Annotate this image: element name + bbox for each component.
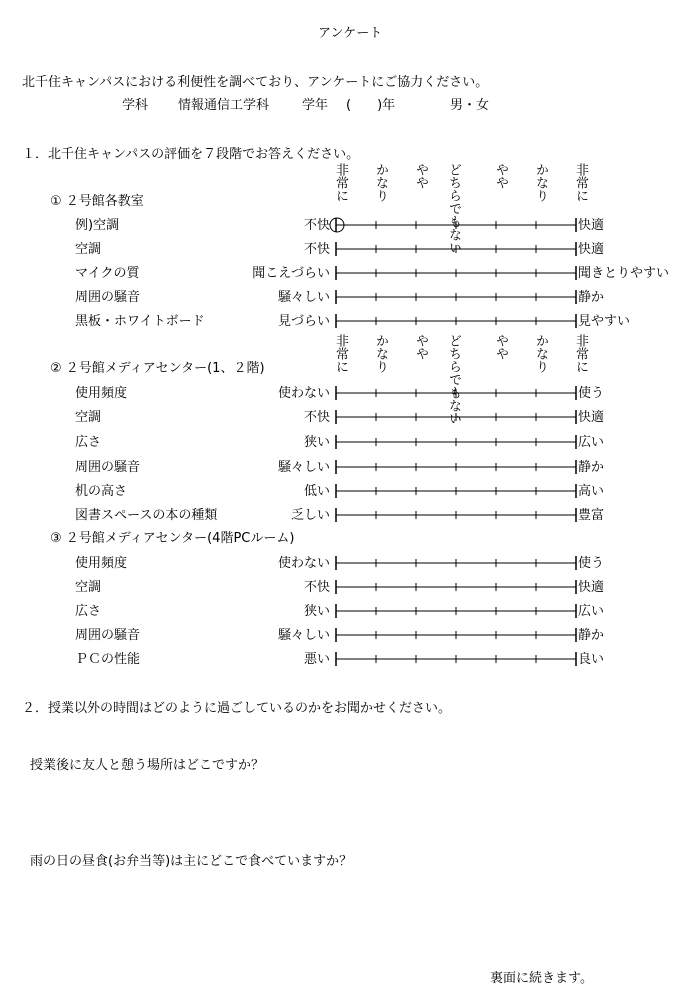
q2-answer-area-2[interactable] (30, 876, 650, 956)
item-label: マイクの質 (75, 266, 140, 281)
scale-left-anchor: 不快 (303, 218, 330, 233)
q2-question-1: 授業後に友人と憩う場所はどこですか？ (30, 758, 265, 773)
scale-left-anchor: 使わない (277, 556, 330, 571)
item-label: 周囲の騒音 (75, 460, 141, 475)
item-label: 図書スペースの本の種類 (75, 508, 218, 523)
scale-header-label: やや (413, 334, 428, 360)
rating-scale[interactable] (332, 603, 582, 619)
section-title: ① ２号館各教室 (50, 194, 144, 209)
item-label: 広さ (75, 604, 102, 619)
dept-label: 学科 (122, 98, 149, 113)
item-label: 使用頻度 (75, 386, 128, 401)
section-title: ③ ２号館メディアセンター(4階PCルーム) (50, 531, 295, 546)
scale-header-label: 非常に (573, 334, 588, 373)
year-label: 学年 (302, 98, 329, 113)
scale-header-label: かなり (533, 334, 548, 373)
scale-left-anchor: 見づらい (277, 314, 330, 329)
rating-scale[interactable] (332, 627, 582, 643)
scale-right-anchor: 快適 (578, 218, 605, 233)
rating-scale[interactable] (332, 579, 582, 595)
item-label: ＰＣの性能 (75, 652, 141, 667)
item-label: 周囲の騒音 (75, 290, 141, 305)
scale-right-anchor: 広い (578, 435, 605, 450)
scale-header-label: どちらでもない (446, 163, 461, 254)
item-label: 黒板・ホワイトボード (75, 314, 205, 329)
scale-left-anchor: 乏しい (290, 508, 330, 523)
scale-left-anchor: 使わない (277, 386, 330, 401)
rating-scale[interactable] (332, 289, 582, 305)
scale-header-label: 非常に (333, 163, 348, 202)
q1-title: １．北千住キャンパスの評価を７段階でお答えください。 (22, 147, 360, 162)
scale-right-anchor: 静か (578, 628, 605, 643)
scale-right-anchor: 快適 (578, 242, 605, 257)
rating-scale[interactable] (332, 483, 582, 499)
item-label: 空調 (75, 410, 102, 425)
scale-header-label: やや (493, 334, 508, 360)
scale-header-label: やや (413, 163, 428, 189)
scale-right-anchor: 広い (578, 604, 605, 619)
item-label: 机の高さ (75, 484, 128, 499)
q2-question-2: 雨の日の昼食(お弁当等)は主にどこで食べていますか？ (30, 854, 353, 869)
rating-scale[interactable] (332, 265, 582, 281)
rating-scale[interactable] (332, 507, 582, 523)
rating-scale[interactable] (332, 651, 582, 667)
scale-left-anchor: 騒々しい (277, 460, 330, 475)
rating-scale[interactable] (332, 434, 582, 450)
scale-left-anchor: 低い (303, 484, 330, 499)
item-label: 使用頻度 (75, 556, 128, 571)
rating-scale[interactable] (332, 385, 582, 401)
rating-scale[interactable] (332, 313, 582, 329)
scale-header-label: どちらでもない (446, 334, 461, 425)
scale-left-anchor: 不快 (303, 580, 330, 595)
scale-left-anchor: 悪い (303, 652, 330, 667)
scale-header-label: かなり (373, 334, 388, 373)
scale-header-label: やや (493, 163, 508, 189)
scale-right-anchor: 聞きとりやすい (578, 266, 670, 281)
section-title: ② ２号館メディアセンター(1、２階) (50, 361, 265, 376)
scale-header-label: 非常に (333, 334, 348, 373)
rating-scale[interactable] (332, 409, 582, 425)
scale-left-anchor: 騒々しい (277, 628, 330, 643)
scale-left-anchor: 不快 (303, 242, 330, 257)
q2-title: ２．授業以外の時間はどのように過ごしているのかをお聞かせください。 (22, 701, 452, 716)
item-label: 広さ (75, 435, 102, 450)
item-label: 空調 (75, 580, 102, 595)
item-label: 空調 (75, 242, 102, 257)
scale-right-anchor: 見やすい (578, 314, 631, 329)
item-label: 例)空調 (75, 218, 120, 233)
rating-scale[interactable] (332, 241, 582, 257)
scale-left-anchor: 狭い (303, 604, 330, 619)
scale-header-label: かなり (533, 163, 548, 202)
scale-right-anchor: 使う (578, 556, 605, 571)
rating-scale[interactable] (332, 217, 582, 233)
year-field[interactable]: ( )年 (346, 98, 396, 113)
q2-answer-area-1[interactable] (30, 780, 650, 840)
scale-header-label: かなり (373, 163, 388, 202)
item-label: 周囲の騒音 (75, 628, 141, 643)
scale-left-anchor: 聞こえづらい (252, 266, 330, 281)
scale-right-anchor: 高い (578, 484, 605, 499)
scale-left-anchor: 狭い (303, 435, 330, 450)
scale-right-anchor: 快適 (578, 580, 605, 595)
scale-left-anchor: 不快 (303, 410, 330, 425)
rating-scale[interactable] (332, 459, 582, 475)
rating-scale[interactable] (332, 555, 582, 571)
scale-right-anchor: 良い (578, 652, 605, 667)
scale-left-anchor: 騒々しい (277, 290, 330, 305)
dept-value: 情報通信工学科 (178, 98, 270, 113)
scale-right-anchor: 静か (578, 290, 605, 305)
scale-right-anchor: 使う (578, 386, 605, 401)
scale-right-anchor: 静か (578, 460, 605, 475)
intro-text: 北千住キャンパスにおける利便性を調べており、アンケートにご協力ください。 (22, 75, 489, 90)
scale-header-label: 非常に (573, 163, 588, 202)
scale-right-anchor: 豊富 (578, 508, 605, 523)
footer-note: 裏面に続きます。 (490, 971, 593, 986)
gender-choice[interactable]: 男・女 (450, 98, 490, 113)
scale-right-anchor: 快適 (578, 410, 605, 425)
page-title: アンケート (318, 26, 383, 41)
